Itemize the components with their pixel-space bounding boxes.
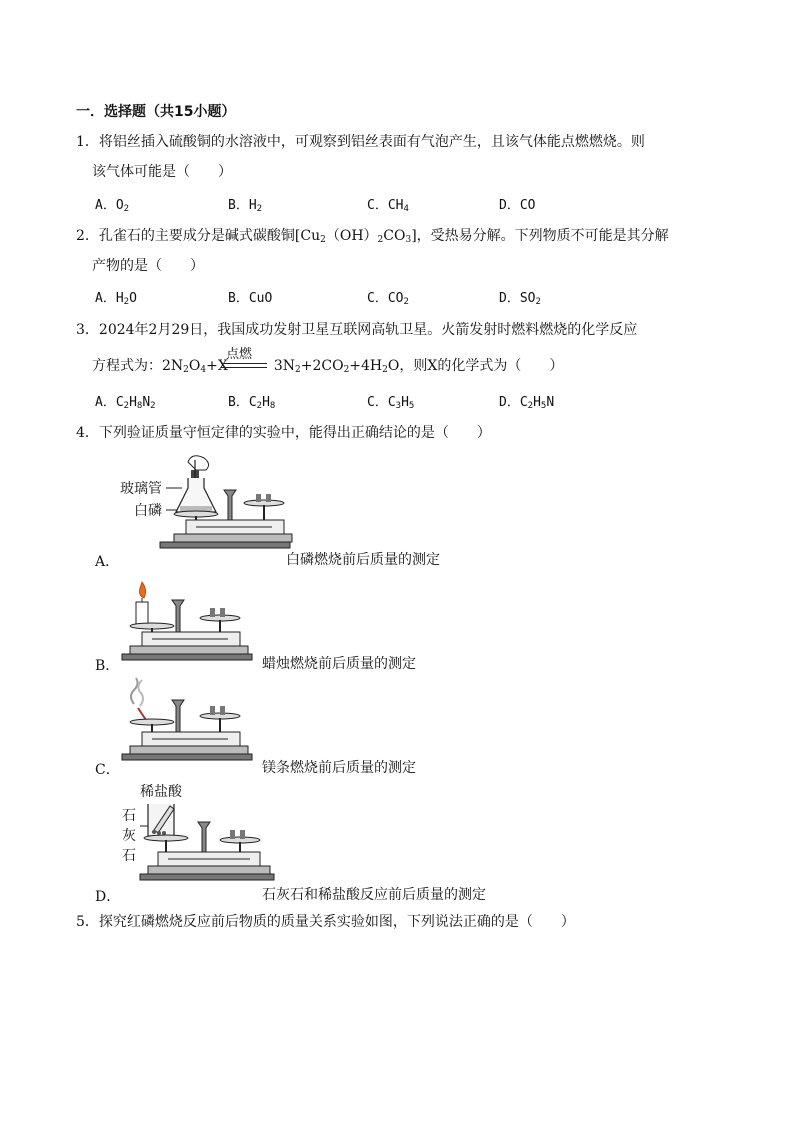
- balance-figure-c: [122, 682, 252, 777]
- q4-option-d-caption: 石灰石和稀盐酸反应前后质量的测定: [262, 887, 486, 903]
- q4-option-c-caption: 镁条燃烧前后质量的测定: [262, 760, 416, 776]
- q3-option-c[interactable]: C．$C_3H_5$: [367, 395, 415, 411]
- fig-d-label-stone-3: 石: [122, 848, 136, 864]
- q2-option-d[interactable]: D．$SO_2$: [499, 291, 541, 307]
- q5-stem: 5．探究红磷燃烧反应前后物质的质量关系实验如图，下列说法正确的是（ ）: [76, 914, 575, 930]
- q2-option-a[interactable]: A．$H_2O$: [95, 291, 137, 307]
- q1-stem-line1: 1．将铝丝插入硫酸铜的水溶液中，可观察到铝丝表面有气泡产生，且该气体能点燃燃烧。则: [76, 134, 645, 150]
- q1-option-a[interactable]: A．$O_2$: [95, 198, 130, 214]
- balance-figure-a: [160, 450, 290, 570]
- q4-option-d-label[interactable]: D．: [95, 889, 121, 905]
- q2-stem-line2: 产物的是（ ）: [92, 258, 204, 274]
- q3-option-b[interactable]: B．$C_2H_8$: [228, 395, 276, 411]
- q2-stem-line1: 2．孔雀石的主要成分是碱式碳酸铜$[Cu_2(OH)_2CO_3]$，受热易分解。下列物质不可能是其分解: [76, 228, 669, 245]
- q3-option-a[interactable]: A．$C_2H_8N_2$: [95, 395, 156, 411]
- reaction-condition: 点燃: [226, 347, 253, 362]
- q1-option-b[interactable]: B．$H_2$: [228, 198, 263, 214]
- q4-option-b-label[interactable]: B．: [95, 658, 120, 674]
- q3-option-d[interactable]: D．$C_2H_5N$: [499, 395, 555, 411]
- q1-option-c[interactable]: C．$CH_4$: [367, 198, 409, 214]
- q3-stem-line1: 3．2024年2月29日，我国成功发射卫星互联网高轨卫星。火箭发射时燃料燃烧的化学反应: [76, 322, 638, 338]
- equation-products: $3N_2+2CO_2+4H_2O$，则X的化学式为（ ）: [273, 358, 564, 375]
- balance-figure-b: [122, 578, 252, 673]
- q2-option-b[interactable]: B．CuO: [228, 291, 273, 306]
- q3-stem-line2: 方程式为：$2N_2O_4+X$ $3N_2+2CO_2+4H_2O$，则X的化学式为（ ）: [92, 358, 564, 375]
- q1-stem-line2: 该气体可能是（ ）: [92, 164, 232, 180]
- equation-reactants: $2N_2O_4+X$: [162, 358, 228, 375]
- reaction-arrow-top: [221, 363, 267, 364]
- q1-option-d[interactable]: D．CO: [499, 198, 536, 213]
- q2-option-c[interactable]: C．$CO_2$: [367, 291, 409, 307]
- section-title: 一．选择题（共15小题）: [76, 104, 236, 120]
- fig-a-label-white-phosphorus: 白磷: [134, 503, 162, 519]
- fig-a-label-glass-tube: 玻璃管: [120, 481, 162, 497]
- q4-option-a-caption: 白磷燃烧前后质量的测定: [286, 552, 440, 568]
- q4-option-a-label[interactable]: A．: [95, 554, 120, 570]
- q4-stem: 4．下列验证质量守恒定律的实验中，能得出正确结论的是（ ）: [76, 425, 491, 441]
- q4-option-b-caption: 蜡烛燃烧前后质量的测定: [262, 656, 416, 672]
- fig-d-label-dilute-hcl: 稀盐酸: [140, 784, 182, 800]
- q4-option-c-label[interactable]: C．: [95, 762, 120, 778]
- balance-figure-d: [140, 800, 280, 885]
- reaction-arrow-bottom: [221, 367, 267, 368]
- fig-d-label-stone-2: 灰: [122, 828, 136, 844]
- fig-d-label-stone-1: 石: [122, 808, 136, 824]
